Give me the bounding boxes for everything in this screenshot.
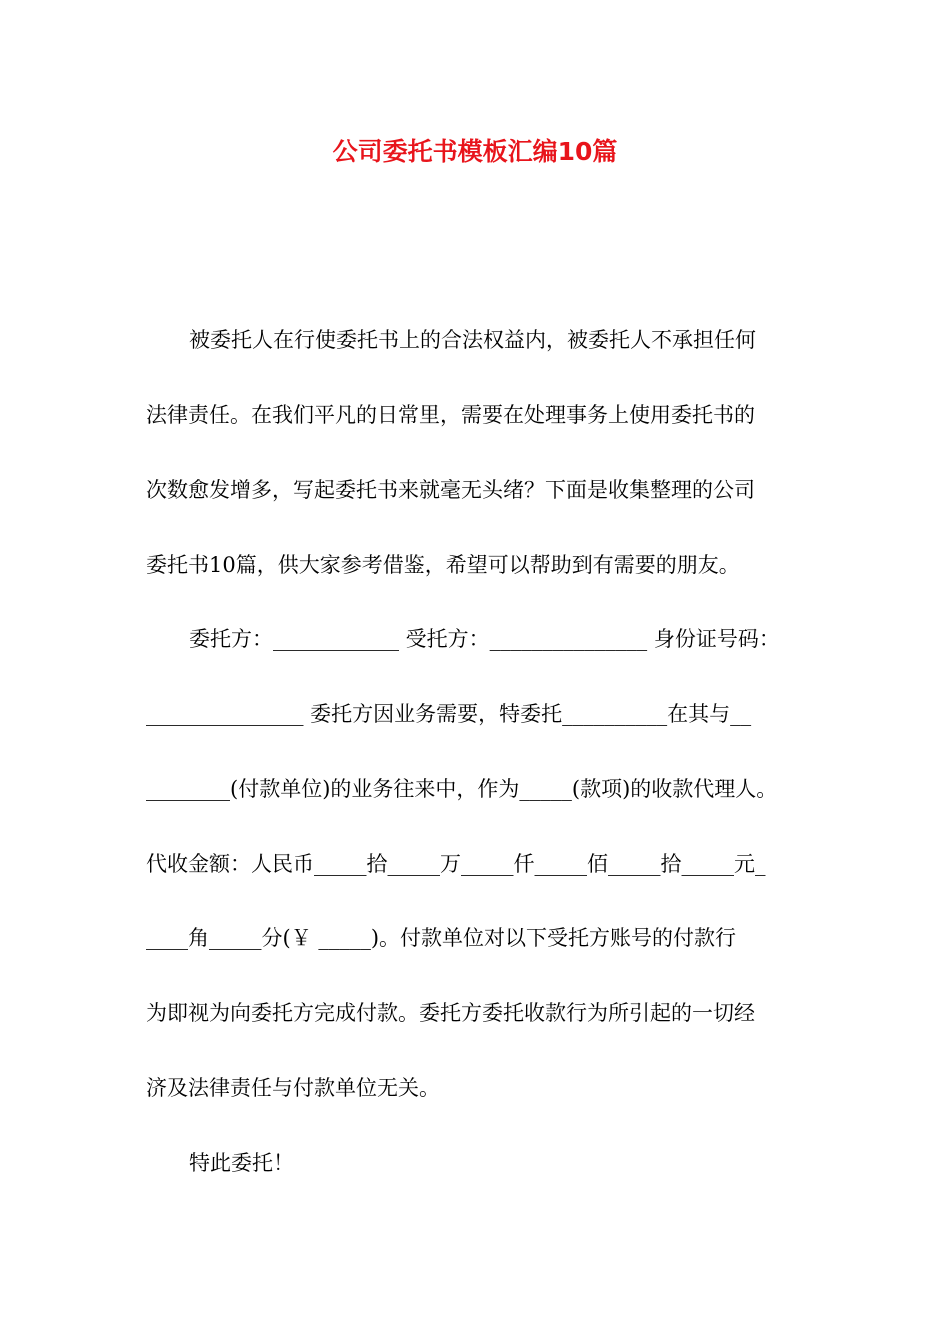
paragraph-line: 济及法律责任与付款单位无关。 [146,1076,440,1100]
form-line-amount: 代收金额：人民币_____拾_____万_____仟_____佰_____拾_____元_ [146,852,766,876]
paragraph-line: 次数愈发增多，写起委托书来就毫无头绪？下面是收集整理的公司 [146,478,755,502]
paragraph-line: 被委托人在行使委托书上的合法权益内，被委托人不承担任何 [189,328,756,352]
form-line-entrust: _______________ 委托方因业务需要，特委托__________在其与__ [146,702,752,726]
form-line-amount-cont: ____角_____分(￥ _____)。付款单位对以下受托方账号的付款行 [146,926,737,950]
paragraph-line: 委托书10篇，供大家参考借鉴，希望可以帮助到有需要的朋友。 [146,553,740,577]
paragraph-line: 法律责任。在我们平凡的日常里，需要在处理事务上使用委托书的 [146,403,755,427]
form-line-payer: ________(付款单位)的业务往来中，作为_____(款项)的收款代理人。 [146,777,778,801]
closing-line: 特此委托！ [189,1151,294,1175]
document-title: 公司委托书模板汇编10篇 [332,137,618,166]
paragraph-line: 为即视为向委托方完成付款。委托方委托收款行为所引起的一切经 [146,1001,755,1025]
form-line-parties: 委托方：____________ 受托方：_______________ 身份证号码： [189,627,780,651]
